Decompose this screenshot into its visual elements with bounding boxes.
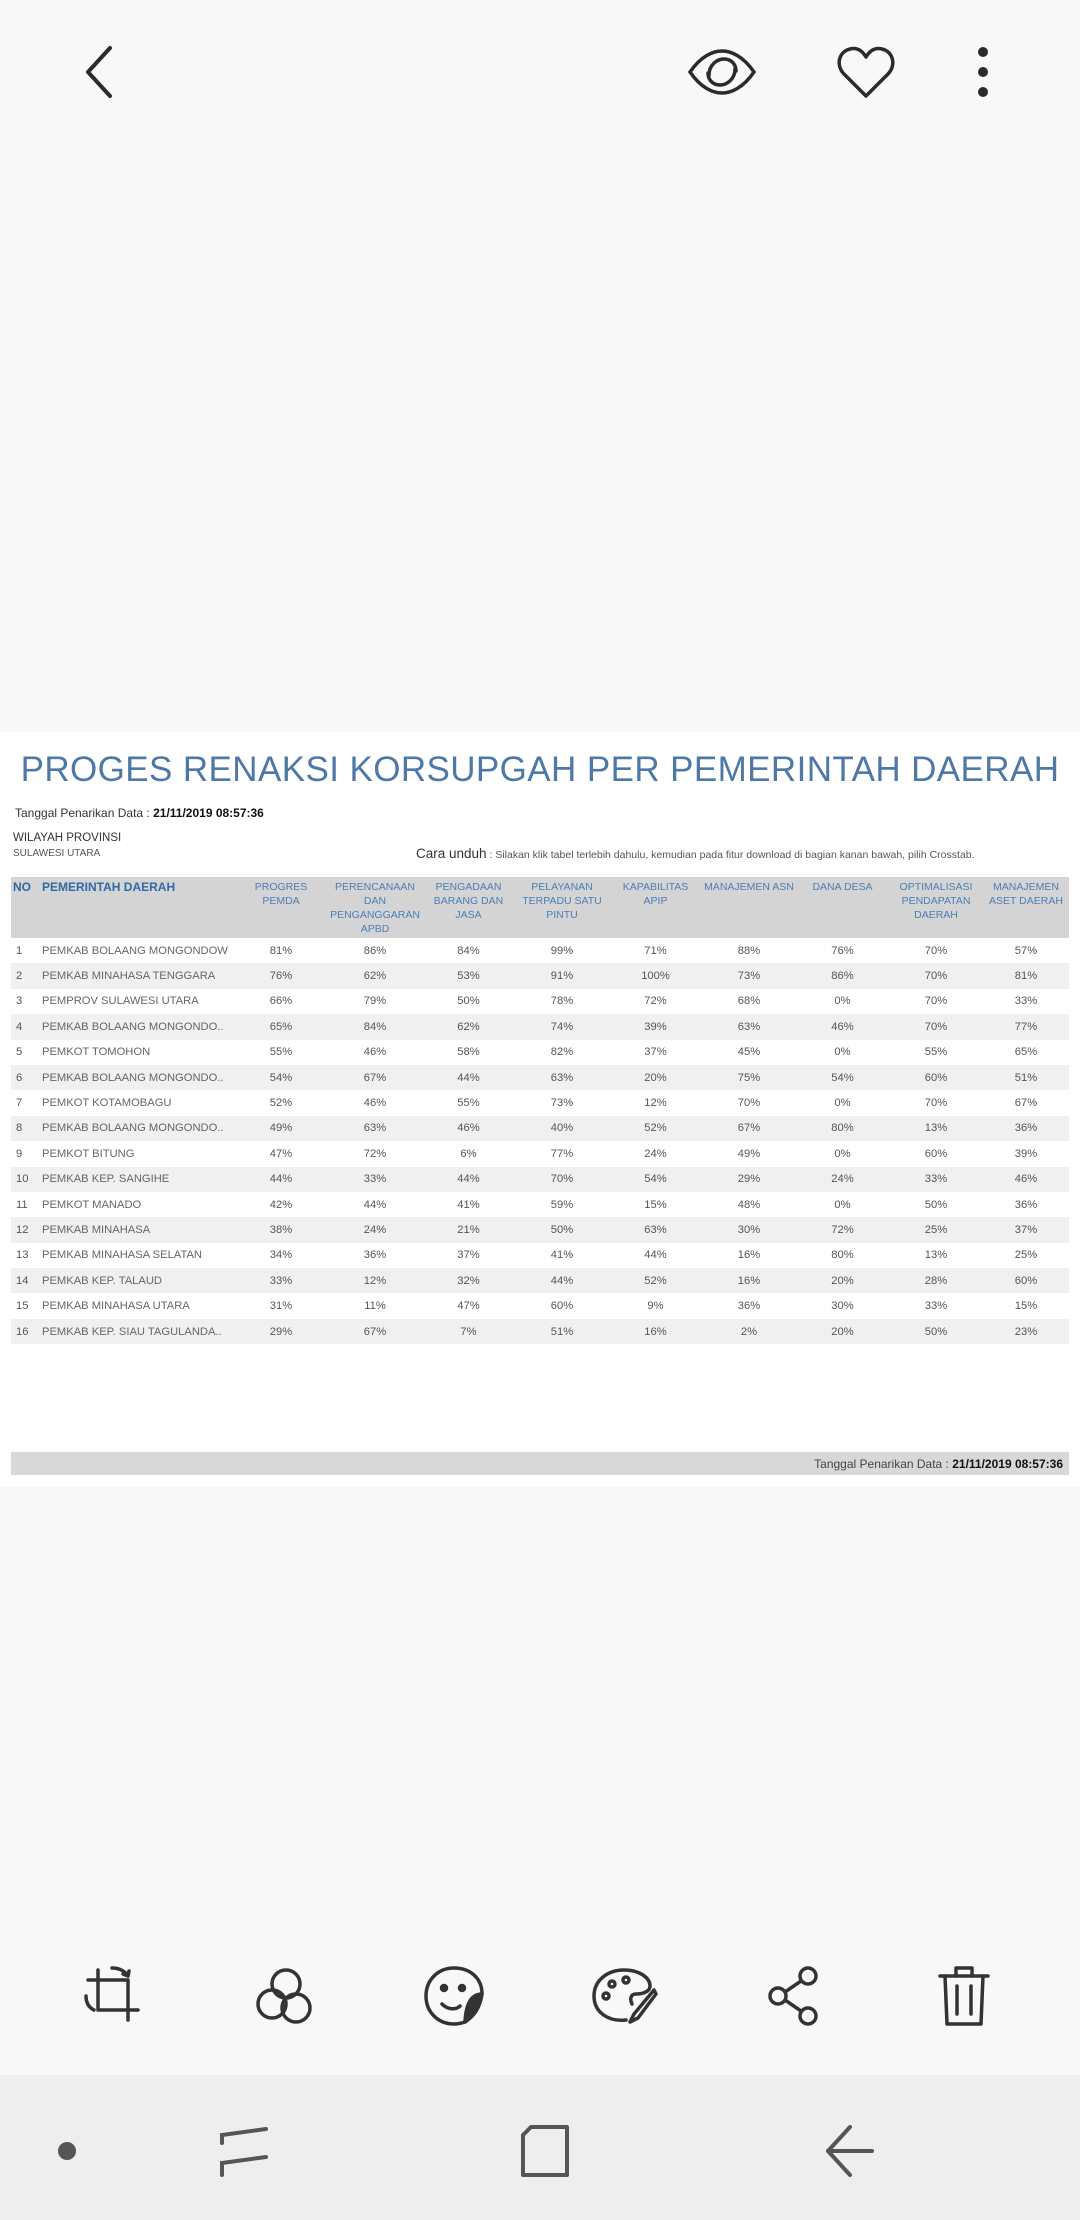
row-number: 2 — [11, 963, 40, 988]
table-body — [11, 938, 1069, 1344]
percent-cell: 54% — [234, 1065, 328, 1090]
percent-cell: 9% — [647, 1300, 664, 1313]
percent-cell: 67% — [1014, 1097, 1038, 1110]
sticker-button[interactable] — [418, 1960, 490, 2032]
favorite-button[interactable] — [830, 36, 902, 108]
paint-palette-icon — [590, 1964, 658, 2028]
percent-cell: 59% — [550, 1198, 574, 1211]
percent-cell: 65% — [1014, 1046, 1038, 1059]
footer-date — [814, 1457, 1063, 1471]
column-header: MANAJEMEN ASET DAERAH — [983, 877, 1069, 938]
percent-cell: 52% — [609, 1268, 702, 1293]
recent-apps-button[interactable] — [208, 2115, 280, 2187]
table-row[interactable] — [11, 1040, 1069, 1065]
percent-cell: 49% — [234, 1116, 328, 1141]
percent-cell: 0% — [834, 1046, 851, 1059]
heart-icon — [836, 44, 896, 100]
percent-cell: 70% — [924, 944, 948, 957]
region-name: PEMKAB MINAHASA TENGGARA — [40, 963, 234, 988]
percent-cell: 84% — [457, 944, 480, 957]
percent-cell: 34% — [269, 1249, 293, 1262]
row-number: 16 — [11, 1319, 40, 1344]
row-number: 1 — [16, 944, 23, 957]
howto-text: : Silakan klik tabel terlebih dahulu, kemudian pada fitur download di bagian kanan bawah, pilih Crosstab. — [486, 849, 975, 861]
share-icon — [764, 1964, 824, 2028]
percent-cell: 44% — [422, 1167, 515, 1192]
table-row[interactable] — [11, 1014, 1069, 1039]
filter-icon — [252, 1964, 316, 2028]
percent-cell: 50% — [924, 1198, 948, 1211]
column-header: MANAJEMEN ASN — [702, 877, 796, 938]
percent-cell: 12% — [644, 1097, 667, 1110]
data-date-label: Tanggal Penarikan Data : — [15, 806, 154, 820]
more-vertical-icon — [973, 44, 993, 100]
percent-cell: 2% — [702, 1319, 796, 1344]
percent-cell: 50% — [457, 995, 480, 1008]
percent-cell: 7% — [422, 1319, 515, 1344]
percent-cell: 62% — [422, 1014, 515, 1039]
percent-cell: 70% — [889, 1014, 983, 1039]
progress-table — [11, 877, 1069, 1344]
row-number: 15 — [16, 1300, 29, 1313]
row-number: 3 — [16, 995, 23, 1008]
percent-cell: 46% — [363, 1097, 387, 1110]
percent-cell: 44% — [644, 1249, 667, 1262]
percent-cell: 65% — [234, 1014, 328, 1039]
percent-cell: 39% — [1014, 1147, 1038, 1160]
percent-cell: 62% — [328, 963, 422, 988]
recent-apps-icon — [218, 2123, 270, 2179]
percent-cell: 0% — [834, 1097, 851, 1110]
edit-toolbar — [0, 1960, 1080, 2040]
percent-cell: 12% — [328, 1268, 422, 1293]
percent-cell: 0% — [834, 1147, 851, 1160]
percent-cell: 37% — [983, 1217, 1069, 1242]
percent-cell: 91% — [515, 963, 609, 988]
percent-cell: 52% — [269, 1097, 293, 1110]
column-header: NO — [11, 877, 40, 938]
system-navigation-bar — [0, 2075, 1080, 2220]
column-header: DANA DESA — [796, 877, 889, 938]
percent-cell: 77% — [550, 1147, 574, 1160]
region-name: PEMKOT TOMOHON — [42, 1046, 151, 1059]
percent-cell: 28% — [889, 1268, 983, 1293]
percent-cell: 73% — [702, 963, 796, 988]
share-button[interactable] — [758, 1960, 830, 2032]
delete-button[interactable] — [928, 1960, 1000, 2032]
footer-date-label: Tanggal Penarikan Data : — [814, 1457, 953, 1471]
region-name: PEMKAB MINAHASA UTARA — [42, 1300, 190, 1313]
region-name: PEMKAB BOLAANG MONGONDOW — [42, 944, 228, 957]
view-button[interactable] — [686, 36, 758, 108]
percent-cell: 24% — [644, 1147, 667, 1160]
percent-cell: 36% — [737, 1300, 761, 1313]
percent-cell: 46% — [422, 1116, 515, 1141]
percent-cell: 30% — [831, 1300, 854, 1313]
percent-cell: 67% — [328, 1065, 422, 1090]
percent-cell: 75% — [702, 1065, 796, 1090]
howto-label: Cara unduh — [416, 846, 487, 861]
percent-cell: 15% — [1014, 1300, 1038, 1313]
percent-cell: 20% — [796, 1319, 889, 1344]
nav-dot-button[interactable] — [31, 2115, 103, 2187]
row-number: 8 — [11, 1116, 40, 1141]
column-header: PROGRES PEMDA — [234, 877, 328, 938]
table-row[interactable] — [11, 963, 1069, 988]
percent-cell: 52% — [609, 1116, 702, 1141]
back-arrow-icon — [824, 2123, 876, 2179]
percent-cell: 46% — [796, 1014, 889, 1039]
column-header: OPTIMALISASI PENDAPATAN DAERAH — [889, 877, 983, 938]
percent-cell: 0% — [834, 1198, 851, 1211]
table-row[interactable] — [11, 1243, 1069, 1268]
chevron-left-icon — [80, 44, 120, 100]
percent-cell: 23% — [983, 1319, 1069, 1344]
percent-cell: 41% — [457, 1198, 480, 1211]
percent-cell: 70% — [515, 1167, 609, 1192]
percent-cell: 40% — [515, 1116, 609, 1141]
percent-cell: 55% — [269, 1046, 293, 1059]
percent-cell: 49% — [737, 1147, 761, 1160]
row-number: 7 — [16, 1097, 23, 1110]
footer-date-value: 21/11/2019 08:57:36 — [952, 1457, 1063, 1471]
home-icon — [519, 2123, 571, 2179]
percent-cell: 44% — [363, 1198, 387, 1211]
percent-cell: 73% — [550, 1097, 574, 1110]
region-name: PEMKAB KEP. SANGIHE — [40, 1167, 234, 1192]
region-name: PEMKOT KOTAMOBAGU — [42, 1097, 172, 1110]
percent-cell: 32% — [422, 1268, 515, 1293]
percent-cell: 25% — [889, 1217, 983, 1242]
percent-cell: 36% — [1014, 1198, 1038, 1211]
table-row[interactable] — [11, 1116, 1069, 1141]
percent-cell: 29% — [234, 1319, 328, 1344]
table-row[interactable] — [11, 1090, 1069, 1115]
percent-cell: 46% — [983, 1167, 1069, 1192]
table-row[interactable] — [11, 1192, 1069, 1217]
percent-cell: 80% — [831, 1249, 854, 1262]
row-number: 4 — [11, 1014, 40, 1039]
region-name: PEMKAB BOLAANG MONGONDO.. — [40, 1065, 234, 1090]
percent-cell: 53% — [422, 963, 515, 988]
percent-cell: 88% — [737, 944, 761, 957]
percent-cell: 33% — [1014, 995, 1038, 1008]
percent-cell: 60% — [550, 1300, 574, 1313]
percent-cell: 55% — [924, 1046, 948, 1059]
percent-cell: 81% — [269, 944, 293, 957]
percent-cell: 16% — [737, 1249, 761, 1262]
percent-cell: 60% — [924, 1147, 948, 1160]
percent-cell: 74% — [515, 1014, 609, 1039]
percent-cell: 76% — [234, 963, 328, 988]
percent-cell: 67% — [702, 1116, 796, 1141]
percent-cell: 80% — [796, 1116, 889, 1141]
row-number: 5 — [16, 1046, 23, 1059]
region-name: PEMPROV SULAWESI UTARA — [42, 995, 199, 1008]
percent-cell: 13% — [924, 1249, 948, 1262]
filter-button[interactable] — [248, 1960, 320, 2032]
percent-cell: 11% — [364, 1300, 386, 1313]
percent-cell: 36% — [363, 1249, 387, 1262]
table-row[interactable] — [11, 1167, 1069, 1192]
percent-cell: 44% — [515, 1268, 609, 1293]
percent-cell: 33% — [328, 1167, 422, 1192]
percent-cell: 86% — [363, 944, 387, 957]
percent-cell: 33% — [234, 1268, 328, 1293]
percent-cell: 20% — [796, 1268, 889, 1293]
percent-cell: 33% — [924, 1300, 948, 1313]
percent-cell: 51% — [515, 1319, 609, 1344]
top-app-bar — [0, 0, 1080, 150]
data-date-value: 21/11/2019 08:57:36 — [153, 806, 264, 820]
table-row[interactable] — [11, 1141, 1069, 1166]
draw-button[interactable] — [588, 1960, 660, 2032]
row-number: 10 — [11, 1167, 40, 1192]
region-name: PEMKAB MINAHASA SELATAN — [42, 1249, 202, 1262]
crop-rotate-icon — [82, 1964, 146, 2028]
percent-cell: 71% — [644, 944, 667, 957]
percent-cell: 78% — [550, 995, 574, 1008]
percent-cell: 44% — [234, 1167, 328, 1192]
table-row[interactable] — [11, 938, 1069, 963]
percent-cell: 84% — [328, 1014, 422, 1039]
percent-cell: 70% — [924, 995, 948, 1008]
percent-cell: 99% — [550, 944, 574, 957]
percent-cell: 54% — [796, 1065, 889, 1090]
percent-cell: 36% — [983, 1116, 1069, 1141]
percent-cell: 72% — [363, 1147, 387, 1160]
region-label: WILAYAH PROVINSI — [13, 832, 122, 844]
percent-cell: 41% — [550, 1249, 574, 1262]
percent-cell: 63% — [515, 1065, 609, 1090]
percent-cell: 60% — [983, 1268, 1069, 1293]
table-row[interactable] — [11, 989, 1069, 1014]
percent-cell: 47% — [269, 1147, 293, 1160]
percent-cell: 30% — [702, 1217, 796, 1242]
percent-cell: 72% — [796, 1217, 889, 1242]
percent-cell: 57% — [1014, 944, 1038, 957]
back-button[interactable] — [64, 36, 136, 108]
percent-cell: 50% — [889, 1319, 983, 1344]
table-header-row — [11, 877, 1069, 938]
percent-cell: 38% — [234, 1217, 328, 1242]
column-header: PEMERINTAH DAERAH — [40, 877, 234, 938]
percent-cell: 100% — [609, 963, 702, 988]
percent-cell: 20% — [609, 1065, 702, 1090]
percent-cell: 24% — [796, 1167, 889, 1192]
percent-cell: 67% — [328, 1319, 422, 1344]
percent-cell: 37% — [457, 1249, 480, 1262]
crop-button[interactable] — [78, 1960, 150, 2032]
home-button[interactable] — [509, 2115, 581, 2187]
column-header: PERENCANAAN DAN PENGANGGARAN APBD — [328, 877, 422, 938]
percent-cell: 72% — [644, 995, 667, 1008]
percent-cell: 48% — [737, 1198, 761, 1211]
region-value: SULAWESI UTARA — [13, 848, 101, 859]
table-row[interactable] — [11, 1065, 1069, 1090]
percent-cell: 0% — [834, 995, 851, 1008]
row-number: 13 — [16, 1249, 29, 1262]
percent-cell: 16% — [702, 1268, 796, 1293]
percent-cell: 45% — [737, 1046, 761, 1059]
percent-cell: 76% — [831, 944, 854, 957]
percent-cell: 70% — [889, 963, 983, 988]
table-row[interactable] — [11, 1268, 1069, 1293]
percent-cell: 37% — [644, 1046, 667, 1059]
region-name: PEMKAB KEP. SIAU TAGULANDA.. — [40, 1319, 234, 1344]
percent-cell: 63% — [609, 1217, 702, 1242]
percent-cell: 44% — [422, 1065, 515, 1090]
report-footer — [11, 1452, 1069, 1475]
percent-cell: 42% — [269, 1198, 293, 1211]
table-row[interactable] — [11, 1293, 1069, 1318]
percent-cell: 70% — [737, 1097, 761, 1110]
column-header: PENGADAAN BARANG DAN JASA — [422, 877, 515, 938]
percent-cell: 70% — [924, 1097, 948, 1110]
percent-cell: 55% — [457, 1097, 480, 1110]
dot-icon — [57, 2141, 77, 2161]
percent-cell: 29% — [702, 1167, 796, 1192]
percent-cell: 15% — [644, 1198, 667, 1211]
trash-icon — [936, 1964, 992, 2028]
percent-cell: 82% — [550, 1046, 574, 1059]
region-name: PEMKOT MANADO — [42, 1198, 142, 1211]
percent-cell: 66% — [269, 995, 293, 1008]
column-header: KAPABILITAS APIP — [609, 877, 702, 938]
percent-cell: 86% — [796, 963, 889, 988]
region-name: PEMKAB BOLAANG MONGONDO.. — [40, 1014, 234, 1039]
percent-cell: 50% — [515, 1217, 609, 1242]
report-title: PROGES RENAKSI KORSUPGAH PER PEMERINTAH DAERAH — [20, 750, 1060, 789]
region-name: PEMKOT BITUNG — [42, 1147, 135, 1160]
download-instructions — [416, 846, 975, 861]
percent-cell: 81% — [983, 963, 1069, 988]
percent-cell: 79% — [363, 995, 387, 1008]
percent-cell: 68% — [737, 995, 761, 1008]
back-nav-button[interactable] — [814, 2115, 886, 2187]
percent-cell: 31% — [269, 1300, 293, 1313]
table-row[interactable] — [11, 1217, 1069, 1242]
row-number: 12 — [11, 1217, 40, 1242]
row-number: 9 — [16, 1147, 23, 1160]
percent-cell: 58% — [457, 1046, 480, 1059]
row-number: 11 — [16, 1198, 28, 1211]
percent-cell: 21% — [422, 1217, 515, 1242]
percent-cell: 16% — [609, 1319, 702, 1344]
region-name: PEMKAB BOLAANG MONGONDO.. — [40, 1116, 234, 1141]
percent-cell: 33% — [889, 1167, 983, 1192]
percent-cell: 24% — [328, 1217, 422, 1242]
region-name: PEMKAB MINAHASA — [40, 1217, 234, 1242]
percent-cell: 46% — [363, 1046, 387, 1059]
percent-cell: 54% — [609, 1167, 702, 1192]
percent-cell: 47% — [457, 1300, 480, 1313]
percent-cell: 77% — [983, 1014, 1069, 1039]
percent-cell: 63% — [328, 1116, 422, 1141]
sticker-icon — [422, 1964, 486, 2028]
row-number: 6 — [11, 1065, 40, 1090]
report-image — [0, 732, 1080, 1487]
percent-cell: 25% — [1014, 1249, 1038, 1262]
percent-cell: 13% — [889, 1116, 983, 1141]
percent-cell: 6% — [460, 1147, 477, 1160]
row-number: 14 — [11, 1268, 40, 1293]
percent-cell: 51% — [983, 1065, 1069, 1090]
percent-cell: 39% — [609, 1014, 702, 1039]
column-header: PELAYANAN TERPADU SATU PINTU — [515, 877, 609, 938]
percent-cell: 60% — [889, 1065, 983, 1090]
table-row[interactable] — [11, 1319, 1069, 1344]
percent-cell: 63% — [702, 1014, 796, 1039]
more-options-button[interactable] — [947, 36, 1019, 108]
data-date — [15, 806, 264, 820]
eye-icon — [687, 47, 757, 97]
region-name: PEMKAB KEP. TALAUD — [40, 1268, 234, 1293]
